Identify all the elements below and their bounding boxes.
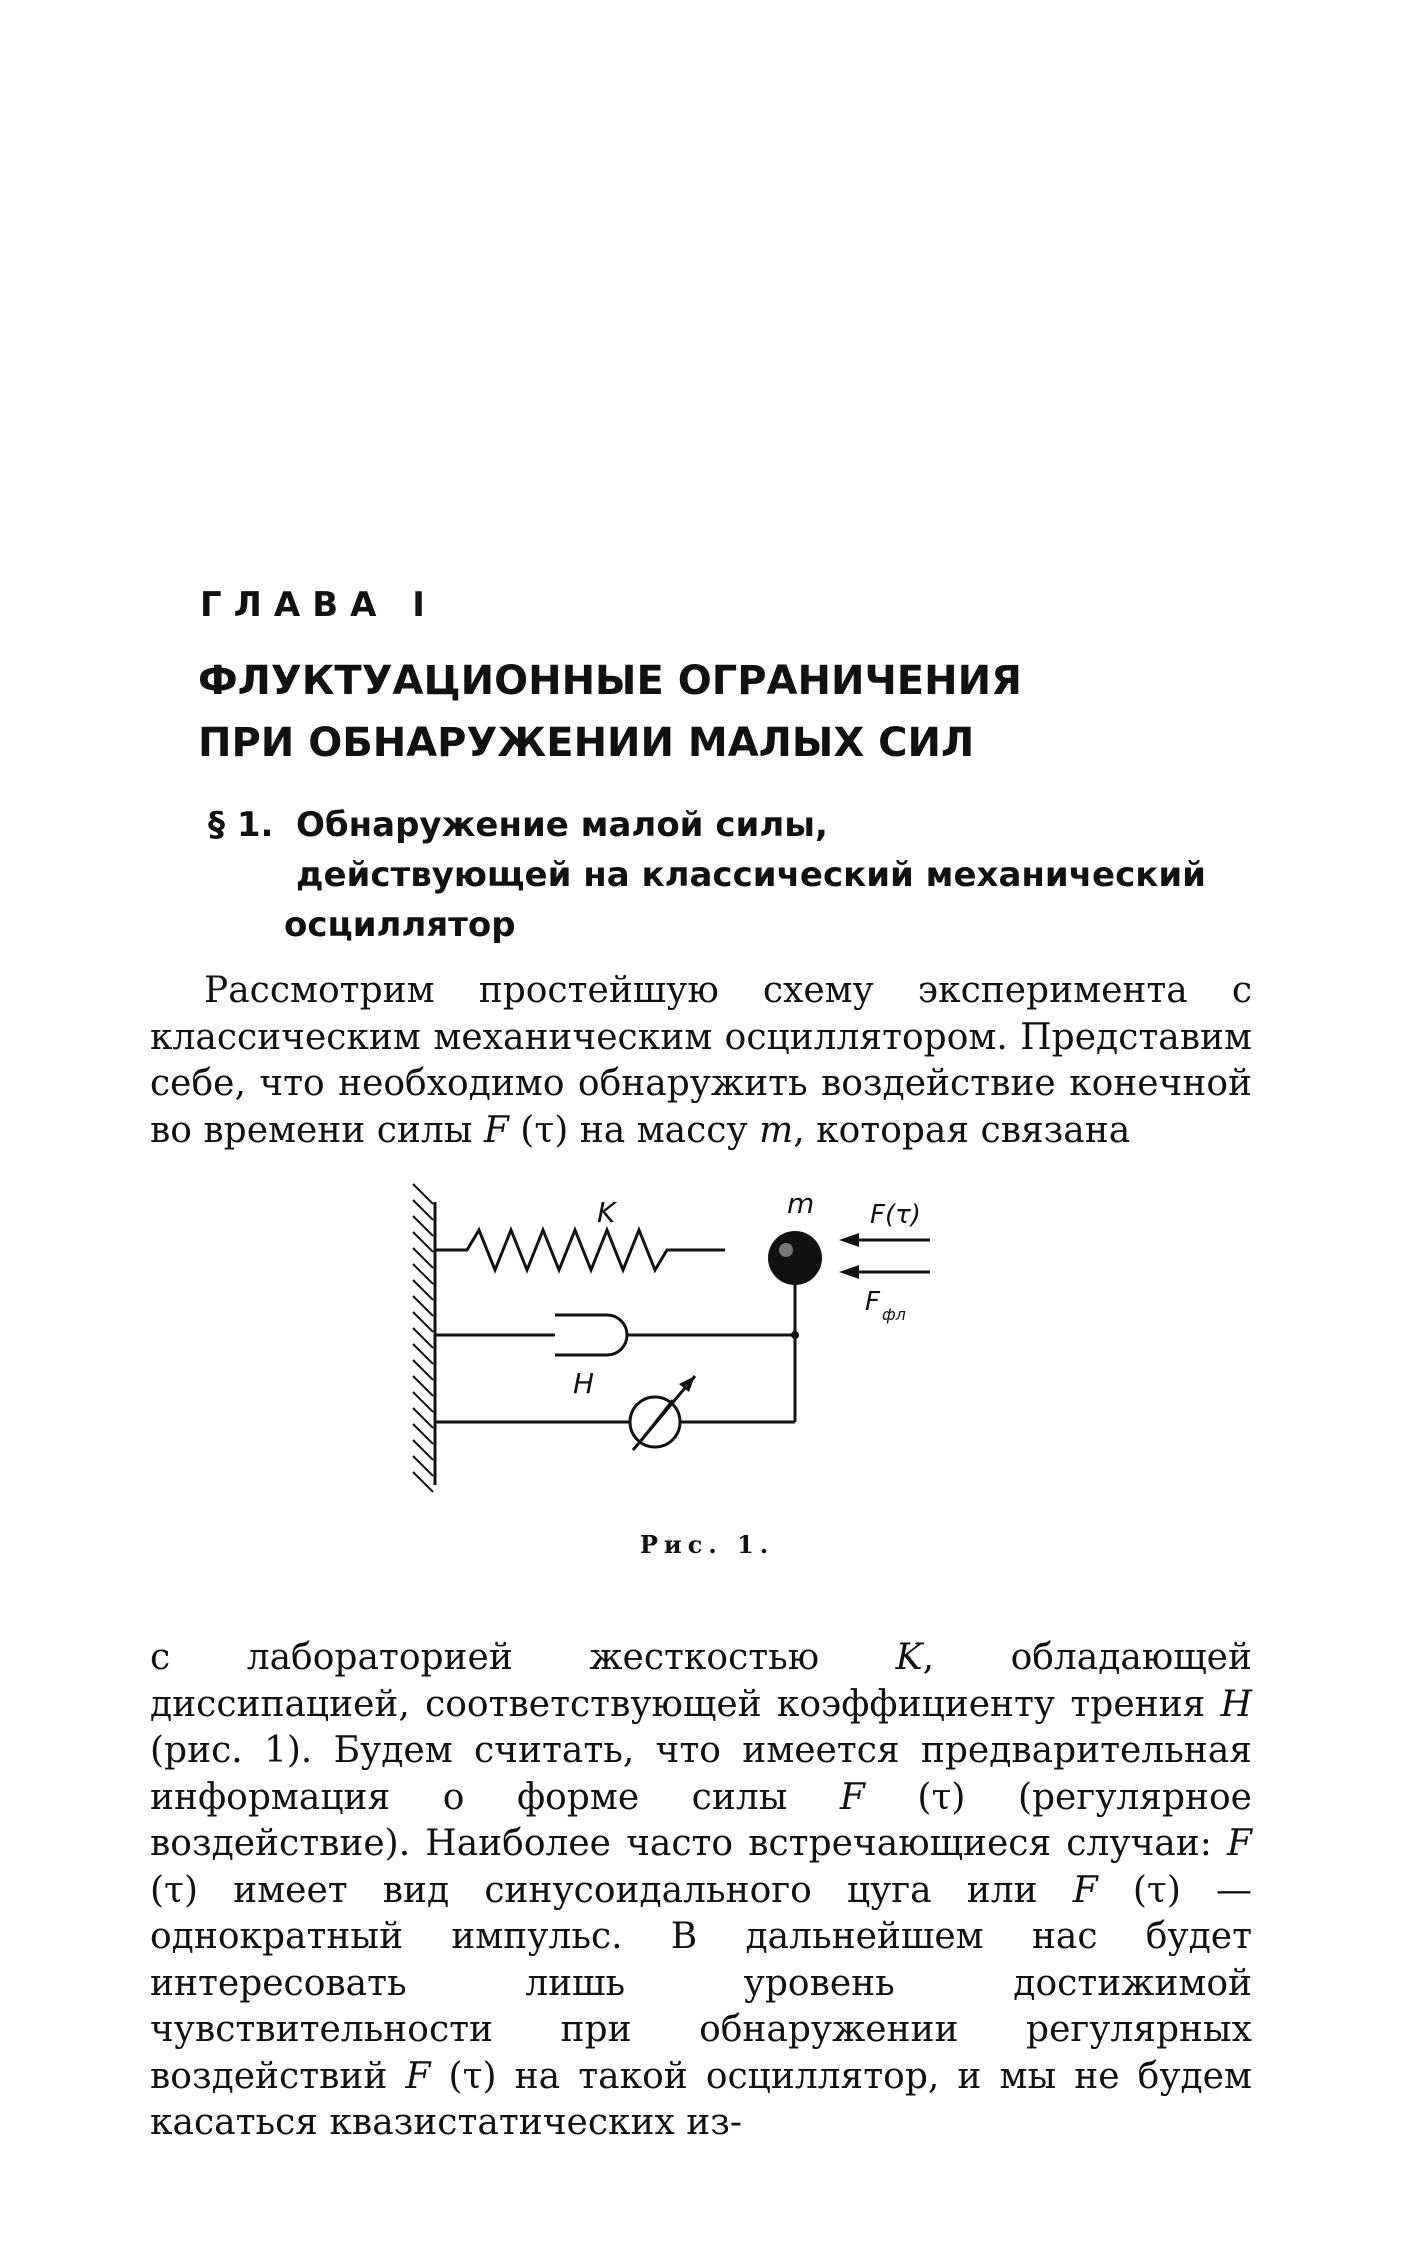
- chapter-label: ГЛАВА I: [200, 585, 437, 625]
- symbol-h: H: [1220, 1683, 1252, 1725]
- paragraph-2: [150, 1635, 1252, 2147]
- force-arrow-head-2: [839, 1265, 859, 1279]
- paragraph-2-text-b: , обладающей диссипацией, соответствующей коэффициенту трения: [150, 1637, 1252, 1725]
- oscillator-diagram: [395, 1180, 1015, 1520]
- label-f-fl-subscript: фл: [882, 1305, 906, 1324]
- paragraph-1-text-a: Рассмотрим простейшую схему эксперимента с классическим механическим осциллятором. Представим себе, что необходимо обнаружить воздействие конечной во времени силы: [150, 970, 1252, 1151]
- force-arrow-head-1: [839, 1233, 859, 1247]
- section-number: § 1.: [208, 805, 274, 845]
- symbol-k: K: [895, 1637, 923, 1678]
- mass-ball: [768, 1231, 822, 1285]
- spring: [435, 1230, 725, 1270]
- section-title: [284, 800, 1258, 950]
- symbol-f-2: F: [1227, 1823, 1252, 1864]
- section-title-line-3: осциллятор: [284, 905, 516, 945]
- section-heading: [208, 800, 1258, 950]
- chapter-title: [198, 650, 1298, 774]
- paragraph-2-text-d: (τ) (регулярное воздействие). Наиболее часто встречающиеся случаи:: [150, 1776, 1252, 1864]
- paragraph-1-text-b: (τ) на массу: [508, 1109, 760, 1151]
- chapter-title-line-2: ПРИ ОБНАРУЖЕНИИ МАЛЫХ СИЛ: [198, 720, 975, 766]
- wall-hatching: [413, 1184, 433, 1492]
- meter-arrow-head: [679, 1376, 695, 1392]
- junction-dot: [791, 1331, 799, 1339]
- paragraph-2-text-g: (τ) на такой осциллятор, и мы не будем касаться квазистатических из-: [150, 2055, 1252, 2143]
- symbol-f: F: [483, 1109, 509, 1151]
- paragraph-2-text-c: (рис. 1). Будем считать, что имеется предварительная информация о форме силы: [150, 1730, 1252, 1818]
- symbol-f-3: F: [1072, 1869, 1098, 1911]
- label-m: m: [787, 1187, 815, 1220]
- label-k: K: [597, 1196, 616, 1229]
- paragraph-2-text-f: (τ) — однократный импульс. В дальнейшем нас будет интересовать лишь уровень достижимой чувствительности при обнаружении регулярных воздействий: [150, 1869, 1252, 2097]
- section-title-line-1: Обнаружение малой силы,: [296, 805, 828, 845]
- paragraph-1-text-c: , которая связана: [793, 1109, 1131, 1151]
- label-h: H: [573, 1367, 595, 1400]
- symbol-m: m: [759, 1109, 794, 1151]
- section-title-line-2: действующей на классический механический: [296, 855, 1206, 895]
- symbol-f-1: F: [839, 1776, 865, 1818]
- paragraph-2-text-e: (τ) имеет вид синусоидального цуга или: [150, 1869, 1073, 1911]
- paragraph-2-text-a: с лабораторией жесткостью: [150, 1637, 896, 1678]
- mass-highlight: [779, 1243, 793, 1257]
- paragraph-1: [150, 968, 1252, 1154]
- label-f-tau: F(τ): [870, 1200, 921, 1230]
- symbol-f-4: F: [405, 2055, 431, 2097]
- label-f-fl: F: [865, 1287, 880, 1317]
- chapter-title-line-1: ФЛУКТУАЦИОННЫЕ ОГРАНИЧЕНИЯ: [198, 658, 1022, 704]
- figure-caption: Рис. 1.: [639, 1530, 775, 1559]
- damper-cup: [555, 1315, 627, 1355]
